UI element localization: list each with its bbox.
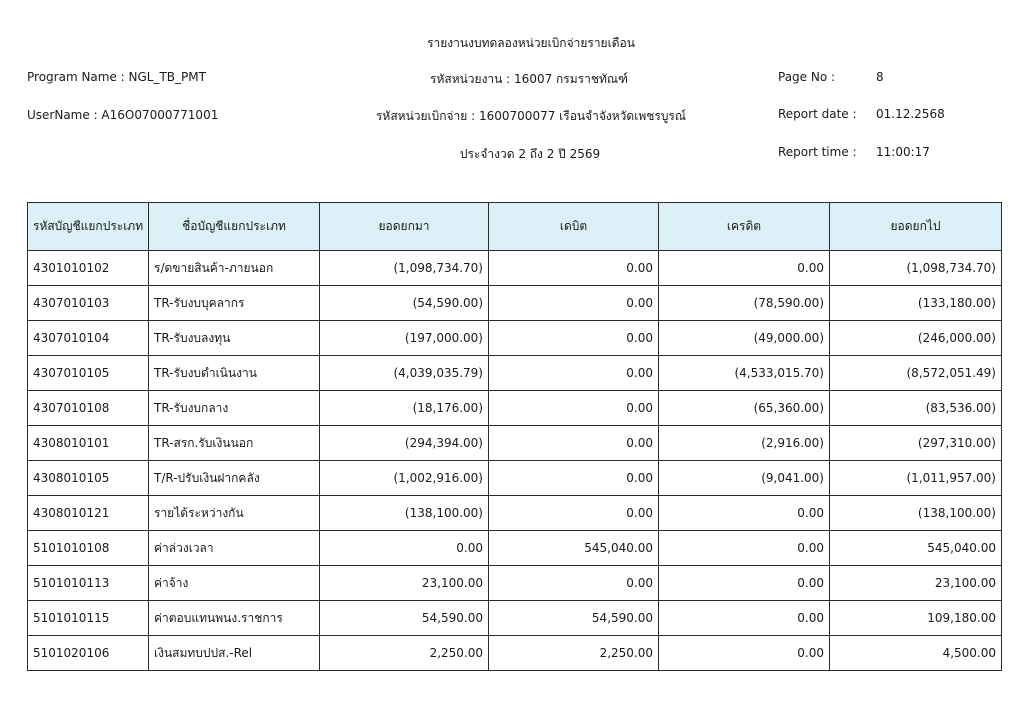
- column-header-closing-balance: ยอดยกไป: [830, 203, 1002, 251]
- account-name-cell: ค่าล่วงเวลา: [149, 531, 320, 566]
- closing-balance-cell: 109,180.00: [830, 601, 1002, 636]
- account-name-cell: TR-รับงบดำเนินงาน: [149, 356, 320, 391]
- account-code-cell: 5101010115: [28, 601, 149, 636]
- debit-cell: 0.00: [489, 566, 659, 601]
- account-name-cell: T/R-ปรับเงินฝากคลัง: [149, 461, 320, 496]
- table-row: [28, 286, 1002, 321]
- opening-balance-cell: 23,100.00: [320, 566, 489, 601]
- credit-cell: (78,590.00): [659, 286, 830, 321]
- column-header-credit: เครดิต: [659, 203, 830, 251]
- debit-cell: 0.00: [489, 461, 659, 496]
- account-name-cell: TR-รับงบลงทุน: [149, 321, 320, 356]
- table-row: [28, 356, 1002, 391]
- credit-cell: 0.00: [659, 251, 830, 286]
- debit-cell: 2,250.00: [489, 636, 659, 671]
- report-title: รายงานงบทดลองหน่วยเบิกจ่ายรายเดือน: [427, 36, 635, 50]
- debit-cell: 0.00: [489, 321, 659, 356]
- period-line: ประจำงวด 2 ถึง 2 ปี 2569: [459, 147, 601, 161]
- opening-balance-cell: (294,394.00): [320, 426, 489, 461]
- credit-cell: 0.00: [659, 636, 830, 671]
- opening-balance-cell: 0.00: [320, 531, 489, 566]
- account-code-cell: 4307010104: [28, 321, 149, 356]
- account-name-cell: ค่าตอบแทนพนง.ราชการ: [149, 601, 320, 636]
- account-name-cell: ค่าจ้าง: [149, 566, 320, 601]
- page-no-label: Page No :: [778, 70, 836, 84]
- table-row: [28, 461, 1002, 496]
- closing-balance-cell: 23,100.00: [830, 566, 1002, 601]
- program-name: Program Name : NGL_TB_PMT: [27, 70, 206, 84]
- credit-cell: 0.00: [659, 496, 830, 531]
- closing-balance-cell: (133,180.00): [830, 286, 1002, 321]
- credit-cell: (49,000.00): [659, 321, 830, 356]
- debit-cell: 545,040.00: [489, 531, 659, 566]
- closing-balance-cell: (1,098,734.70): [830, 251, 1002, 286]
- table-header-row: [28, 203, 1002, 251]
- trial-balance-table: [27, 202, 1002, 671]
- credit-cell: (4,533,015.70): [659, 356, 830, 391]
- closing-balance-cell: (1,011,957.00): [830, 461, 1002, 496]
- agency-line: รหัสหน่วยงาน : 16007 กรมราชทัณฑ์: [430, 72, 628, 86]
- report-time-value: 11:00:17: [876, 145, 930, 159]
- account-name-cell: TR-สรก.รับเงินนอก: [149, 426, 320, 461]
- account-code-cell: 4307010105: [28, 356, 149, 391]
- account-code-cell: 4307010103: [28, 286, 149, 321]
- page-no-value: 8: [876, 70, 884, 84]
- opening-balance-cell: 2,250.00: [320, 636, 489, 671]
- credit-cell: 0.00: [659, 531, 830, 566]
- debit-cell: 0.00: [489, 286, 659, 321]
- opening-balance-cell: (1,002,916.00): [320, 461, 489, 496]
- account-name-cell: เงินสมทบปปส.-Rel: [149, 636, 320, 671]
- column-header-opening-balance: ยอดยกมา: [320, 203, 489, 251]
- column-header-debit: เดบิต: [489, 203, 659, 251]
- credit-cell: (65,360.00): [659, 391, 830, 426]
- account-name-cell: TR-รับงบบุคลากร: [149, 286, 320, 321]
- table-row: [28, 636, 1002, 671]
- debit-cell: 0.00: [489, 496, 659, 531]
- disbursement-unit-line: รหัสหน่วยเบิกจ่าย : 1600700077 เรือนจำจังหวัดเพชรบูรณ์: [375, 109, 687, 123]
- report-date-label: Report date :: [778, 107, 857, 121]
- column-header-account-name: ชื่อบัญชีแยกประเภท: [149, 203, 320, 251]
- table-row: [28, 601, 1002, 636]
- credit-cell: 0.00: [659, 566, 830, 601]
- report-date-value: 01.12.2568: [876, 107, 945, 121]
- username: UserName : A16O07000771001: [27, 108, 219, 122]
- credit-cell: (9,041.00): [659, 461, 830, 496]
- closing-balance-cell: (297,310.00): [830, 426, 1002, 461]
- table-row: [28, 496, 1002, 531]
- opening-balance-cell: (4,039,035.79): [320, 356, 489, 391]
- debit-cell: 0.00: [489, 251, 659, 286]
- report-time-label: Report time :: [778, 145, 857, 159]
- closing-balance-cell: (83,536.00): [830, 391, 1002, 426]
- closing-balance-cell: (138,100.00): [830, 496, 1002, 531]
- account-name-cell: ร/ดขายสินค้า-ภายนอก: [149, 251, 320, 286]
- closing-balance-cell: 4,500.00: [830, 636, 1002, 671]
- account-name-cell: TR-รับงบกลาง: [149, 391, 320, 426]
- account-code-cell: 4308010105: [28, 461, 149, 496]
- opening-balance-cell: 54,590.00: [320, 601, 489, 636]
- opening-balance-cell: (1,098,734.70): [320, 251, 489, 286]
- closing-balance-cell: (8,572,051.49): [830, 356, 1002, 391]
- account-code-cell: 5101010113: [28, 566, 149, 601]
- closing-balance-cell: 545,040.00: [830, 531, 1002, 566]
- account-code-cell: 4308010121: [28, 496, 149, 531]
- table-row: [28, 531, 1002, 566]
- opening-balance-cell: (197,000.00): [320, 321, 489, 356]
- table-row: [28, 321, 1002, 356]
- account-code-cell: 4308010101: [28, 426, 149, 461]
- credit-cell: (2,916.00): [659, 426, 830, 461]
- closing-balance-cell: (246,000.00): [830, 321, 1002, 356]
- table-row: [28, 391, 1002, 426]
- debit-cell: 0.00: [489, 391, 659, 426]
- debit-cell: 0.00: [489, 356, 659, 391]
- opening-balance-cell: (138,100.00): [320, 496, 489, 531]
- table-row: [28, 426, 1002, 461]
- account-code-cell: 4307010108: [28, 391, 149, 426]
- column-header-account-code: รหัสบัญชีแยกประเภท: [28, 203, 149, 251]
- opening-balance-cell: (18,176.00): [320, 391, 489, 426]
- account-code-cell: 5101010108: [28, 531, 149, 566]
- account-name-cell: รายได้ระหว่างกัน: [149, 496, 320, 531]
- credit-cell: 0.00: [659, 601, 830, 636]
- account-code-cell: 5101020106: [28, 636, 149, 671]
- table-row: [28, 566, 1002, 601]
- debit-cell: 0.00: [489, 426, 659, 461]
- table-row: [28, 251, 1002, 286]
- debit-cell: 54,590.00: [489, 601, 659, 636]
- opening-balance-cell: (54,590.00): [320, 286, 489, 321]
- account-code-cell: 4301010102: [28, 251, 149, 286]
